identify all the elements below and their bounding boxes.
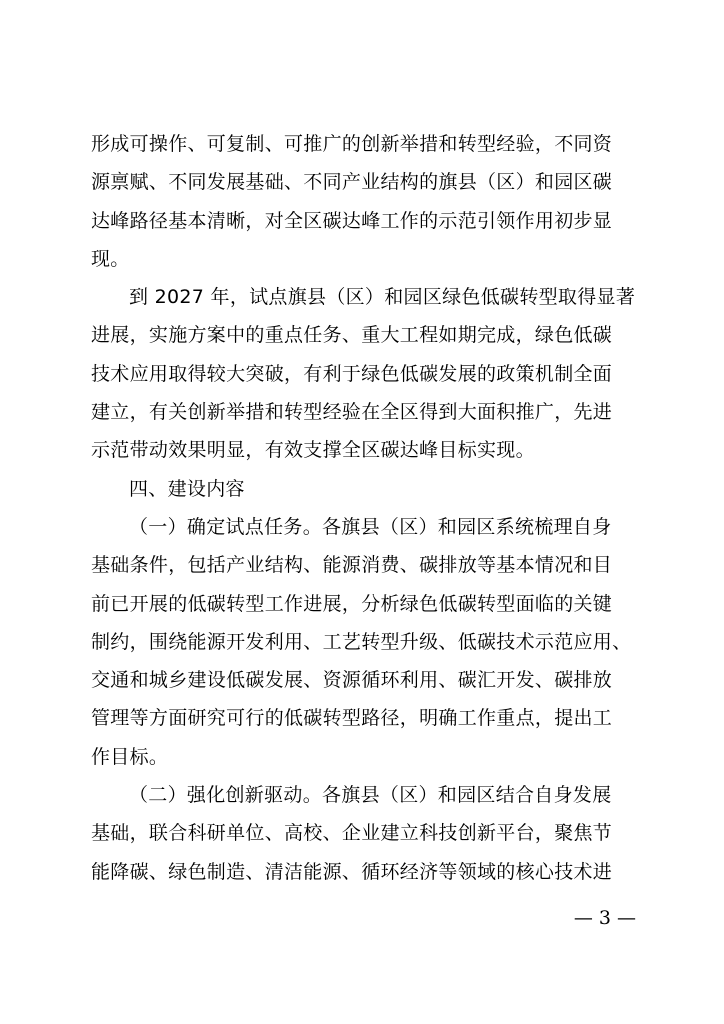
page-number: — 3 —	[573, 907, 636, 929]
paragraph-start-line: （一）确定试点任务。各旗县（区）和园区系统梳理自身	[129, 515, 612, 538]
text-line: 现。	[91, 247, 130, 270]
text-line: 基础条件，包括产业结构、能源消费、碳排放等基本情况和目	[91, 554, 613, 577]
text-line: 形成可操作、可复制、可推广的创新举措和转型经验，不同资	[91, 133, 613, 155]
text-line: 达峰路径基本清晰，对全区碳达峰工作的示范引领作用初步显	[91, 209, 613, 232]
text-line: 管理等方面研究可行的低碳转型路径，明确工作重点，提出工	[91, 707, 613, 730]
section-heading: 四、建设内容	[129, 477, 245, 500]
text-line: 作目标。	[91, 745, 169, 768]
document-body	[91, 125, 639, 891]
text-line: 基础，联合科研单位、高校、企业建立科技创新平台，聚焦节	[91, 822, 613, 845]
text-line: 前已开展的低碳转型工作进展，分析绿色低碳转型面临的关键	[91, 592, 613, 615]
text-line: 能降碳、绿色制造、清洁能源、循环经济等领域的核心技术进	[91, 860, 613, 883]
paragraph-start-line: 到 2027 年，试点旗县（区）和园区绿色低碳转型取得显著	[129, 286, 636, 309]
text-line: 进展，实施方案中的重点任务、重大工程如期完成，绿色低碳	[91, 324, 613, 347]
paragraph-start-line: （二）强化创新驱动。各旗县（区）和园区结合自身发展	[129, 784, 612, 807]
text-line: 技术应用取得较大突破，有利于绿色低碳发展的政策机制全面	[91, 362, 613, 385]
text-line: 建立，有关创新举措和转型经验在全区得到大面积推广，先进	[91, 401, 613, 424]
text-line: 源禀赋、不同发展基础、不同产业结构的旗县（区）和园区碳	[91, 171, 613, 194]
text-line: 制约，围绕能源开发利用、工艺转型升级、低碳技术示范应用、	[91, 630, 632, 653]
text-line: 交通和城乡建设低碳发展、资源循环利用、碳汇开发、碳排放	[91, 669, 613, 692]
text-line: 示范带动效果明显，有效支撑全区碳达峰目标实现。	[91, 439, 535, 462]
